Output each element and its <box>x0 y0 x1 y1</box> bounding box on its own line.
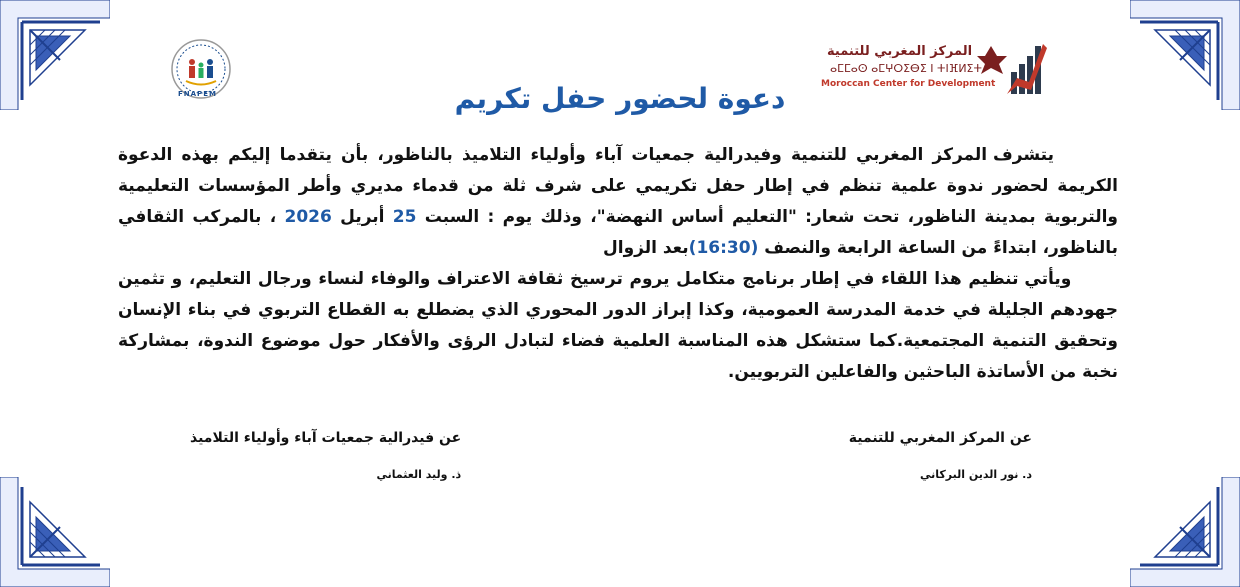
signature-mcd-name: د. نور الدين البركاني <box>920 468 1032 481</box>
paragraph-1-text-2: ، بالمركب الثقافي بالناظور، ابتداءً من الساعة الرابعة والنصف <box>118 207 1118 258</box>
paragraph-2-text: ويأتي تنظيم هذا اللقاء في إطار برنامج متكامل يروم ترسيخ ثقافة الاعتراف والوفاء لنساء ورجال التعليم، و تثمين جهودهم الجليلة في خدمة المدرسة العمومية، وكذا إبراز الدور المحوري الذي يضطلع به القطاع التربوي في بناء الإنسان وتحقيق التنمية المجتمعية.كما ستشكل هذه المناسبة العلمية فضاء لتبادل الرؤى والأفكار حول موضوع الندوة، بمشاركة نخبة من الأساتذة الباحثين والفاعلين التربويين. <box>118 269 1118 382</box>
signature-federation-name: ذ. وليد العثماني <box>376 468 462 481</box>
signature-mcd <box>849 430 1032 481</box>
paragraph-1 <box>118 140 1118 264</box>
signature-federation-org: عن فيدرالية جمعيات آباء وأولياء التلاميذ <box>190 430 462 446</box>
invitation-title: دعوة لحضور حفل تكريم <box>454 82 786 115</box>
corner-ornament-bottom-right <box>1130 477 1240 587</box>
event-day: 25 <box>392 207 417 227</box>
mcd-logo-tifinagh: ⴰⵎⵎⴰⵙ ⴰⵎⵖⵔⵉⴱⵉ ⵏ ⵜⵏⴼⵍⵉⵜ <box>830 62 982 75</box>
corner-ornament-top-right <box>1130 0 1240 110</box>
signature-mcd-org: عن المركز المغربي للتنمية <box>848 430 1032 446</box>
signature-federation <box>190 430 461 481</box>
event-time: (16:30) <box>688 238 759 258</box>
corner-ornament-bottom-left <box>0 477 110 587</box>
event-year: 2026 <box>284 207 332 227</box>
mcd-logo-arabic: المركز المغربي للتنمية <box>827 44 973 59</box>
paragraph-2 <box>118 264 1118 388</box>
mcd-emblem-icon <box>977 38 1049 100</box>
paragraph-1-text: يتشرف المركز المغربي للتنمية وفيدرالية جمعيات آباء وأولياء التلاميذ بالناظور، بأن يتقدما إليكم بهذه الدعوة الكريمة لحضور ندوة علمية تنظم في إطار حفل تكريمي على شرف ثلة من قدماء مديري وأطر المؤسسات التعليمية والتربوية بمدينة الناظور، تحت شعار: "التعليم أساس النهضة"، وذلك يوم : السبت <box>118 145 1118 227</box>
paragraph-1-text-3: بعد الزوال <box>603 238 689 258</box>
event-month: أبريل <box>340 207 385 227</box>
mcd-logo-english: Moroccan Center for Development <box>821 79 996 89</box>
corner-ornament-top-left <box>0 0 110 110</box>
fnapem-caption: FNAPEM <box>178 90 217 98</box>
invitation-body <box>118 140 1118 388</box>
